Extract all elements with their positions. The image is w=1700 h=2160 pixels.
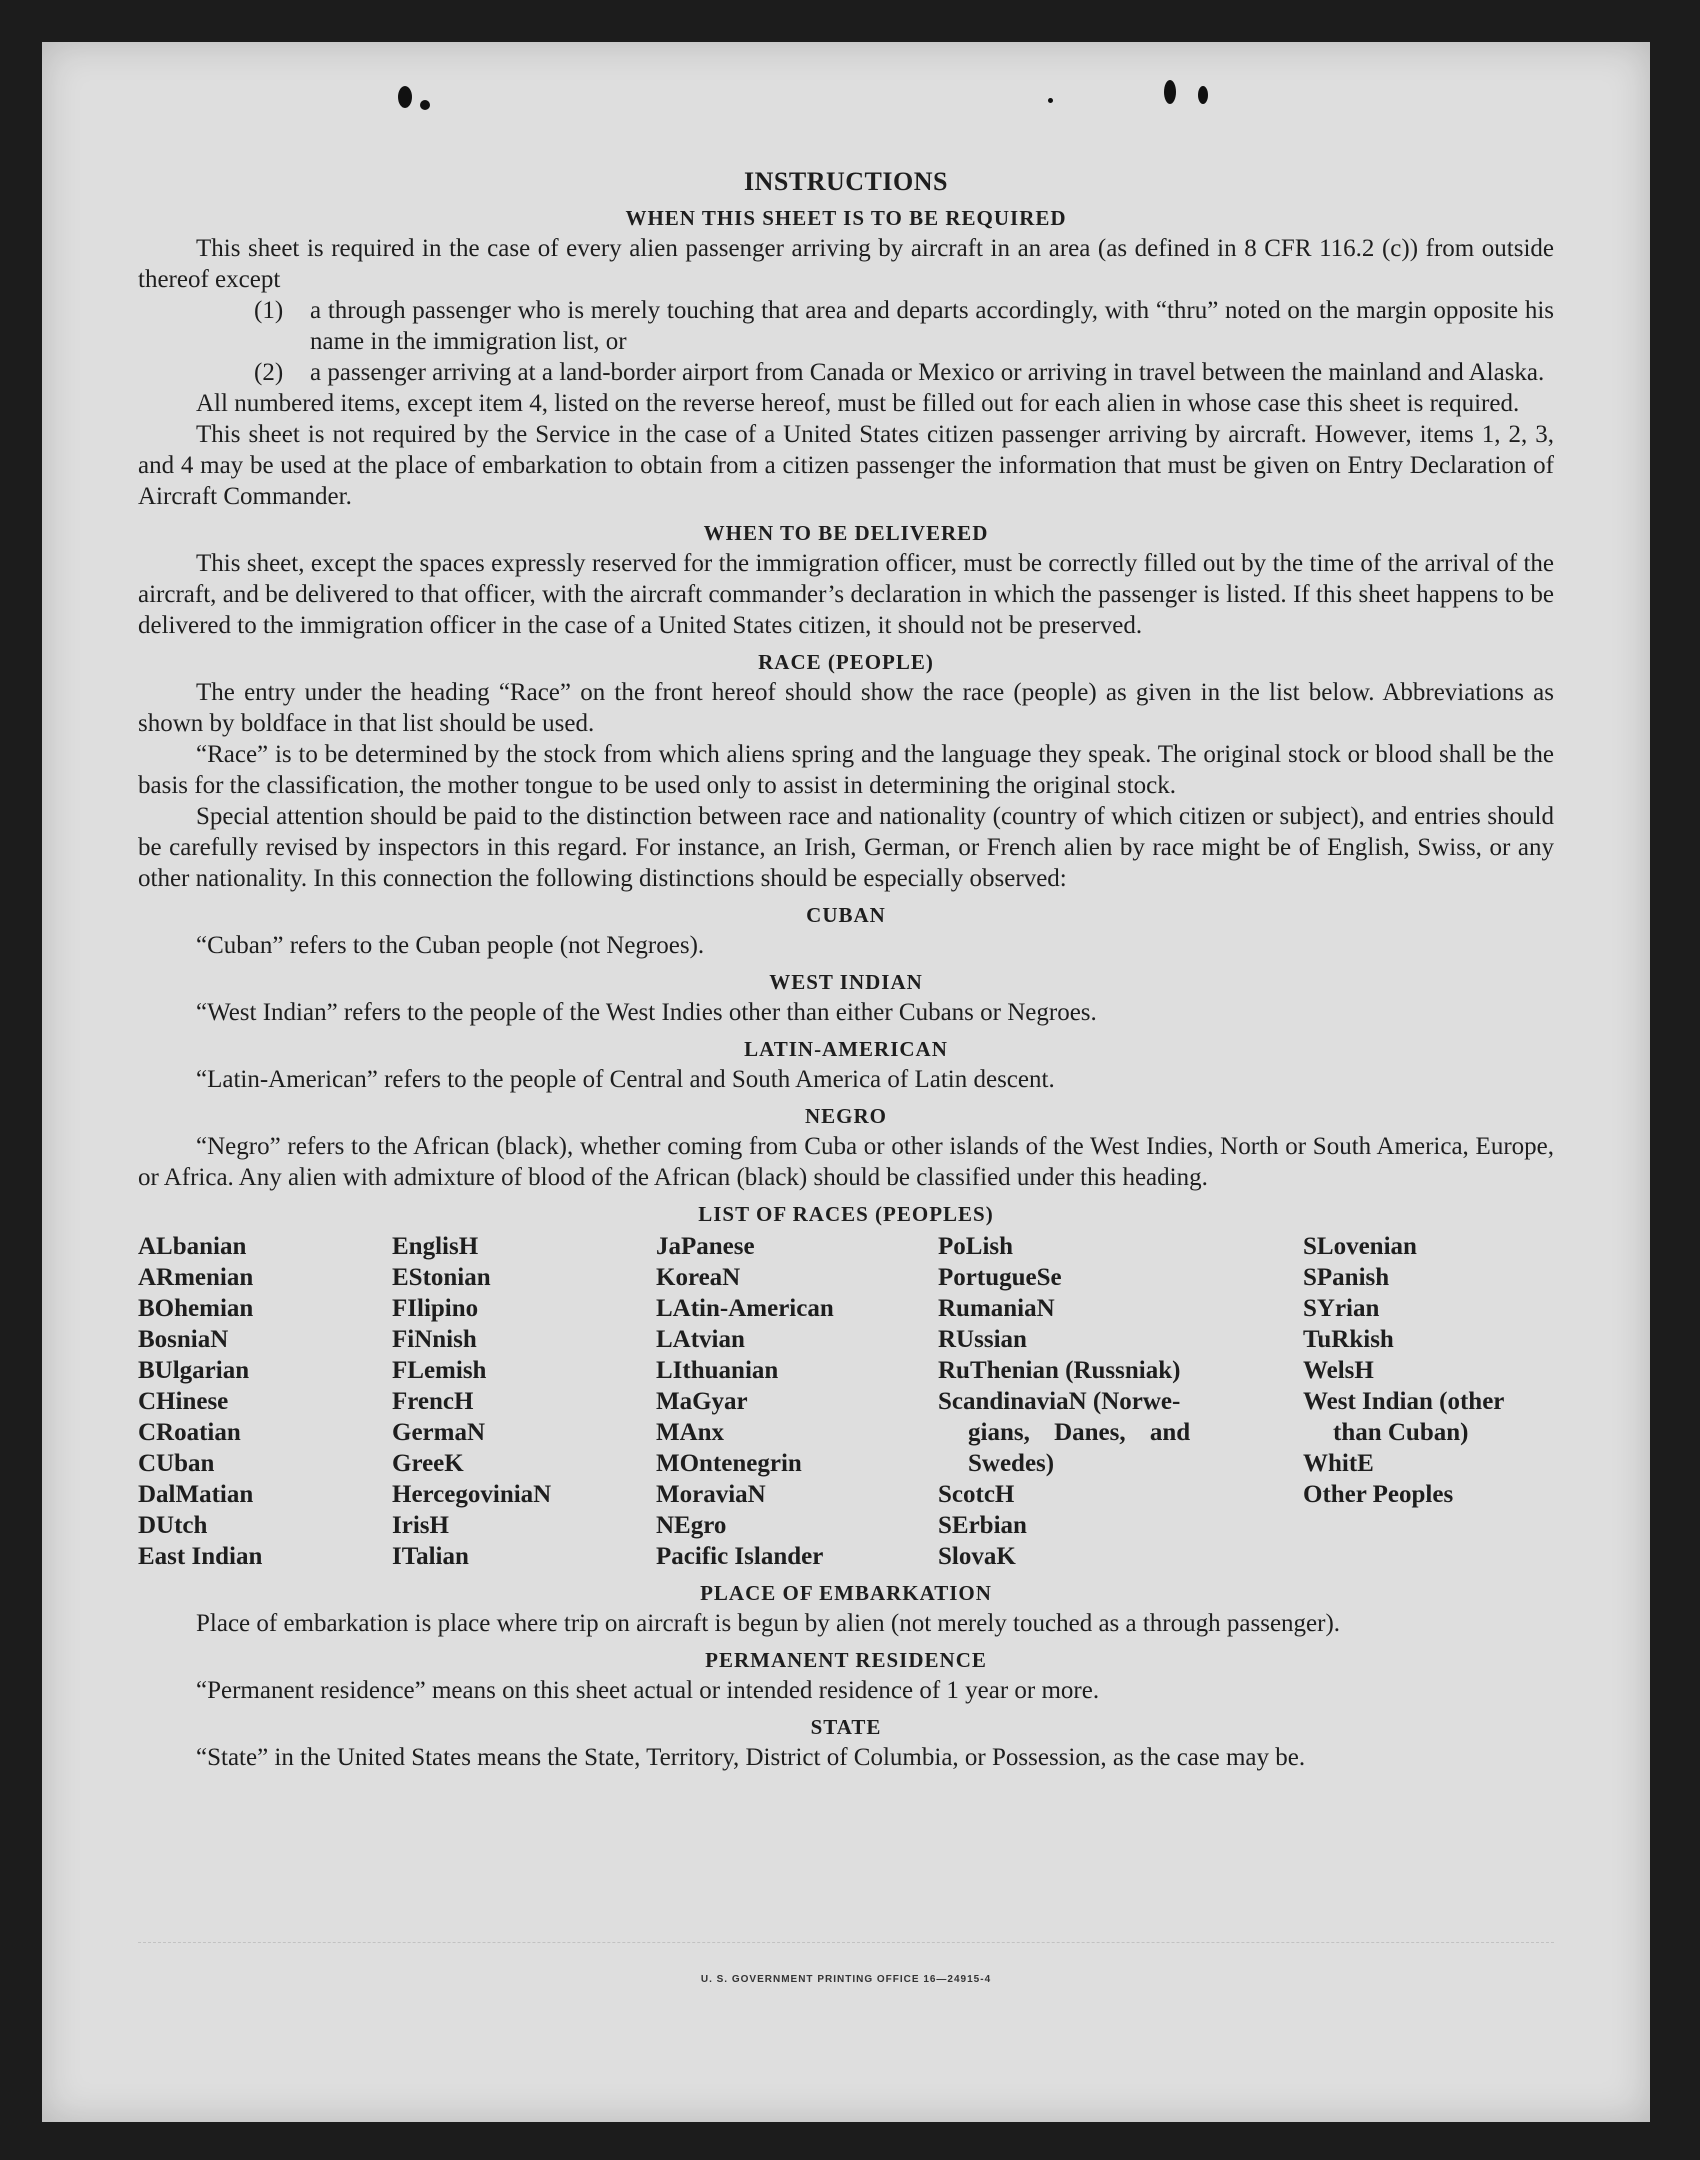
paragraph-latin-american: “Latin-American” refers to the people of Central and South America of Latin descent. xyxy=(196,1066,1055,1093)
paragraph-race-entry: The entry under the heading “Race” on the front hereof should show the race (people) as given in the list below. Abbreviations as shown by boldface in that list should be used. xyxy=(138,679,1554,737)
race-entry: EnglisH xyxy=(392,1233,479,1260)
race-entry: FiNnish xyxy=(392,1326,477,1353)
race-entry: MaGyar xyxy=(656,1388,748,1415)
race-entry: NEgro xyxy=(656,1512,727,1539)
race-entry: SLovenian xyxy=(1303,1233,1417,1260)
item-number: (1) xyxy=(254,297,284,324)
exception-item xyxy=(254,295,1554,357)
printing-office-footer: U. S. GOVERNMENT PRINTING OFFICE 16—24915-4 xyxy=(700,1974,992,1985)
race-entry-continued: Swedes) xyxy=(968,1450,1055,1477)
paragraph-cuban: “Cuban” refers to the Cuban people (not Negroes). xyxy=(196,932,705,959)
races-list xyxy=(138,1231,1554,1572)
race-entry: BosniaN xyxy=(138,1326,229,1353)
race-entry: ITalian xyxy=(392,1543,469,1570)
page-title: INSTRUCTIONS xyxy=(744,167,948,196)
ink-blot xyxy=(1164,80,1176,104)
paragraph-race-stock: “Race” is to be determined by the stock from which aliens spring and the language they speak. The original stock or blood shall be the basis for the classification, the mother tongue to be used only to assist in determining the original stock. xyxy=(138,741,1554,799)
heading-latin-american: LATIN-AMERICAN xyxy=(744,1037,948,1061)
races-column-4 xyxy=(938,1231,1303,1572)
race-entry: EStonian xyxy=(392,1264,491,1291)
race-entry: DalMatian xyxy=(138,1481,254,1508)
races-column-2 xyxy=(392,1231,656,1572)
race-entry-continued: than Cuban) xyxy=(1333,1419,1469,1446)
race-entry: SErbian xyxy=(938,1512,1027,1539)
paragraph-permanent-residence: “Permanent residence” means on this sheet actual or intended residence of 1 year or more. xyxy=(196,1677,1100,1704)
paragraph-embarkation: Place of embarkation is place where trip on aircraft is begun by alien (not merely touched as a through passenger). xyxy=(196,1610,1341,1637)
race-entry: LAtin-American xyxy=(656,1295,834,1322)
race-entry: LIthuanian xyxy=(656,1357,779,1384)
paragraph-west-indian: “West Indian” refers to the people of the West Indies other than either Cubans or Negroes. xyxy=(196,999,1097,1026)
race-entry: WelsH xyxy=(1303,1357,1374,1384)
race-entry: FLemish xyxy=(392,1357,487,1384)
document-body xyxy=(138,120,1554,1773)
heading-state: STATE xyxy=(810,1715,882,1739)
race-entry: HercegoviniaN xyxy=(392,1481,552,1508)
race-entry: KoreaN xyxy=(656,1264,741,1291)
ink-blot xyxy=(1198,86,1208,104)
heading-cuban: CUBAN xyxy=(806,903,886,927)
item-number: (2) xyxy=(254,359,284,386)
race-entry: MoraviaN xyxy=(656,1481,766,1508)
paragraph-race-nationality: Special attention should be paid to the distinction between race and nationality (country of which citizen or subject), and entries should be carefully revised by inspectors in this regard. For instance, an Irish, German, or French alien by race might be of English, Swiss, or any other nationality. In this connection the following distinctions should be especially observed: xyxy=(138,803,1554,892)
race-entry: BUlgarian xyxy=(138,1357,250,1384)
heading-negro: NEGRO xyxy=(804,1104,887,1128)
document-sheet xyxy=(42,42,1650,2122)
race-entry: CRoatian xyxy=(138,1419,241,1446)
race-entry: RuThenian (Russniak) xyxy=(938,1357,1181,1384)
item-text: a through passenger who is merely touching that area and departs accordingly, with “thru” noted on the margin opposite his name in the immigration list, or xyxy=(310,297,1554,355)
race-entry: ScandinaviaN (Norwe- xyxy=(938,1388,1181,1415)
heading-embarkation: PLACE OF EMBARKATION xyxy=(700,1581,992,1605)
race-entry: DUtch xyxy=(138,1512,208,1539)
race-entry: ARmenian xyxy=(138,1264,254,1291)
ink-blot xyxy=(420,100,430,110)
race-entry: WhitE xyxy=(1303,1450,1374,1477)
heading-when-delivered: WHEN TO BE DELIVERED xyxy=(703,521,989,545)
race-entry: West Indian (other xyxy=(1303,1388,1505,1415)
race-entry: CUban xyxy=(138,1450,215,1477)
race-entry: FrencH xyxy=(392,1388,474,1415)
races-column-3 xyxy=(656,1231,938,1572)
race-entry: SlovaK xyxy=(938,1543,1016,1570)
item-text: a passenger arriving at a land-border airport from Canada or Mexico or arriving in travel between the mainland and Alaska. xyxy=(310,359,1545,386)
race-entry: PoLish xyxy=(938,1233,1014,1260)
race-entry: CHinese xyxy=(138,1388,229,1415)
race-entry: SYrian xyxy=(1303,1295,1380,1322)
heading-when-required: WHEN THIS SHEET IS TO BE REQUIRED xyxy=(625,206,1067,230)
race-entry: BOhemian xyxy=(138,1295,254,1322)
race-entry: Pacific Islander xyxy=(656,1543,824,1570)
race-entry: RumaniaN xyxy=(938,1295,1055,1322)
race-entry: MAnx xyxy=(656,1419,725,1446)
race-entry: ScotcH xyxy=(938,1481,1015,1508)
exception-item xyxy=(254,357,1554,388)
race-entry: PortugueSe xyxy=(938,1264,1062,1291)
race-entry: Other Peoples xyxy=(1303,1481,1454,1508)
race-entry: RUssian xyxy=(938,1326,1027,1353)
race-entry: MOntenegrin xyxy=(656,1450,802,1477)
race-entry: TuRkish xyxy=(1303,1326,1394,1353)
races-column-1 xyxy=(138,1231,392,1572)
paragraph-citizen: This sheet is not required by the Service in the case of a United States citizen passenger arriving by aircraft. However, items 1, 2, 3, and 4 may be used at the place of embarkation to obtain from a citizen passenger the information that must be given on Entry Declaration of Aircraft Commander. xyxy=(138,421,1554,510)
paragraph-required-intro: This sheet is required in the case of every alien passenger arriving by aircraft in an area (as defined in 8 CFR 116.2 (c)) from outside thereof except xyxy=(138,235,1554,293)
race-entry: East Indian xyxy=(138,1543,263,1570)
paragraph-negro: “Negro” refers to the African (black), whether coming from Cuba or other islands of the West Indies, North or South America, Europe, or Africa. Any alien with admixture of blood of the African (black) should be classified under this heading. xyxy=(138,1133,1554,1191)
paragraph-delivery: This sheet, except the spaces expressly reserved for the immigration officer, must be correctly filled out by the time of the arrival of the aircraft, and be delivered to that officer, with the aircraft commander’s declaration in which the passenger is listed. If this sheet happens to be delivered to the immigration officer in the case of a United States citizen, it should not be preserved. xyxy=(138,550,1554,639)
race-entry: GermaN xyxy=(392,1419,486,1446)
race-entry: ALbanian xyxy=(138,1233,247,1260)
race-entry-continued: gians, Danes, and xyxy=(968,1419,1191,1446)
heading-west-indian: WEST INDIAN xyxy=(769,970,923,994)
paragraph-numbered-items: All numbered items, except item 4, listed on the reverse hereof, must be filled out for each alien in whose case this sheet is required. xyxy=(196,390,1520,417)
races-column-5 xyxy=(1303,1231,1554,1572)
heading-race: RACE (PEOPLE) xyxy=(758,650,934,674)
race-entry: SPanish xyxy=(1303,1264,1390,1291)
race-entry: IrisH xyxy=(392,1512,449,1539)
divider xyxy=(138,1942,1554,1943)
heading-list-of-races: LIST OF RACES (PEOPLES) xyxy=(698,1202,994,1226)
ink-blot xyxy=(398,86,412,108)
race-entry: GreeK xyxy=(392,1450,464,1477)
heading-permanent-residence: PERMANENT RESIDENCE xyxy=(705,1648,987,1672)
race-entry: JaPanese xyxy=(656,1233,755,1260)
race-entry: FIlipino xyxy=(392,1295,479,1322)
ink-blot xyxy=(1048,98,1053,103)
paragraph-state: “State” in the United States means the State, Territory, District of Columbia, or Possession, as the case may be. xyxy=(196,1744,1306,1771)
race-entry: LAtvian xyxy=(656,1326,745,1353)
